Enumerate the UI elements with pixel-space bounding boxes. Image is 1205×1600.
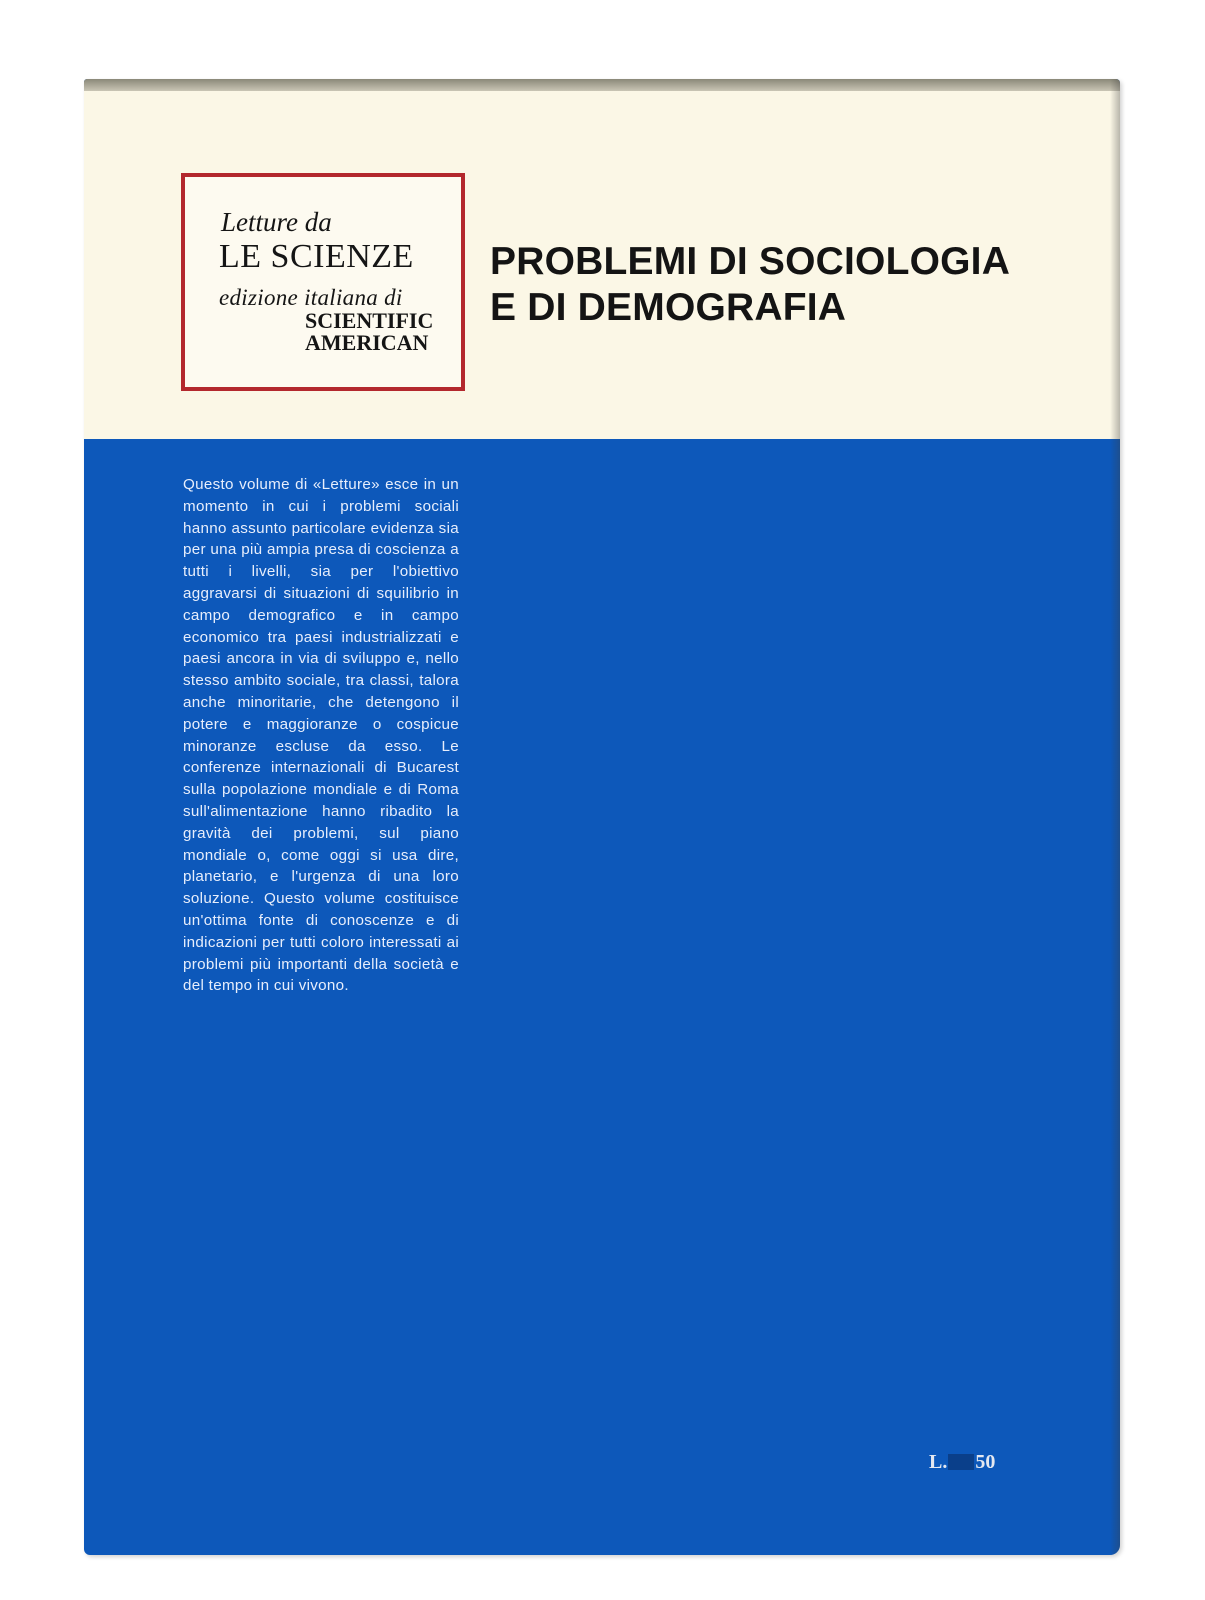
publisher-logo-box (181, 173, 465, 391)
logo-line-edizione: edizione italiana di (219, 285, 403, 310)
book-back-cover (84, 79, 1120, 1555)
book-title (490, 239, 1110, 331)
page-edge-right (1110, 79, 1120, 1555)
price-obscured-digits (948, 1454, 974, 1470)
logo-line-scientific: SCIENTIFIC (305, 308, 434, 333)
price-label (929, 1451, 995, 1474)
page-edge-top (84, 79, 1120, 91)
logo-line-american: AMERICAN (305, 330, 429, 355)
book-title-line-2: E DI DEMOGRAFIA (490, 286, 847, 329)
cream-header-panel (84, 91, 1120, 439)
logo-line-le-scienze: LE SCIENZE (219, 238, 414, 275)
logo-line-letture-da: Letture da (221, 207, 332, 237)
price-prefix: L. (929, 1451, 948, 1473)
book-title-line-1: PROBLEMI DI SOCIOLOGIA (490, 240, 1011, 283)
price-suffix: 50 (975, 1451, 996, 1473)
blurb-text: Questo volume di «Letture» esce in un momento in cui i problemi sociali hanno assunto particolare evidenza sia per una più ampia presa di coscienza a tutti i livelli, sia per l'obiettivo aggravarsi di situazioni di squilibrio in campo demografico e in campo economico tra paesi industrializzati e paesi ancora in via di sviluppo e, nello stesso ambito sociale, tra classi, talora anche minoritarie, che detengono il potere e maggioranze o cospicue minoranze escluse da esso. Le conferenze internazionali di Bucarest sulla popolazione mondiale e di Roma sull'alimentazione hanno ribadito la gravità dei problemi, sul piano mondiale o, come oggi si usa dire, planetario, e l'urgenza di una loro soluzione. Questo volume costituisce un'ottima fonte di conoscenze e di indicazioni per tutti coloro interessati ai problemi più importanti della società e del tempo in cui vivono. (183, 476, 459, 995)
